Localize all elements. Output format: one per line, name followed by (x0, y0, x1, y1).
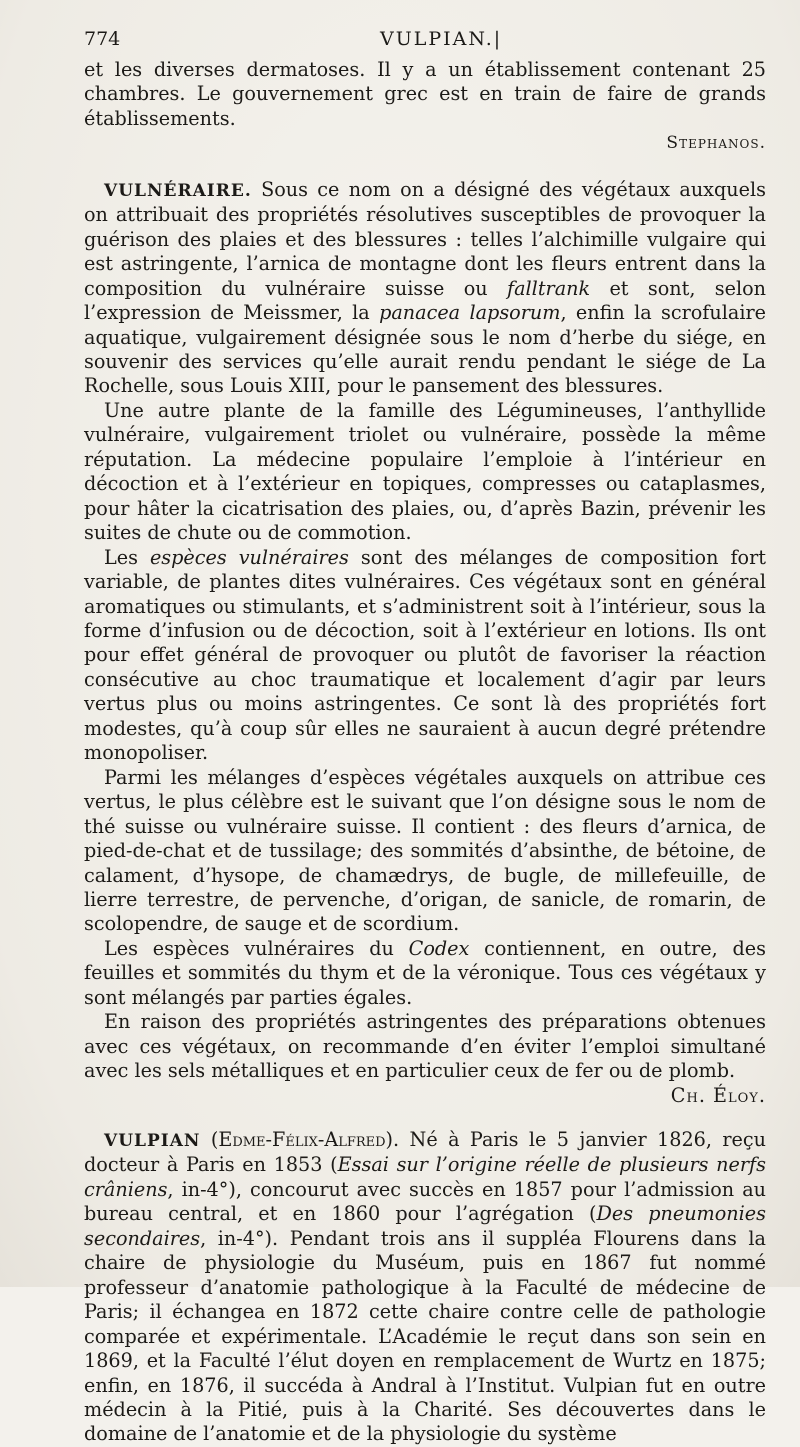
page-number: 774 (84, 28, 121, 50)
page-header (84, 28, 774, 58)
continuation-paragraph: et les diverses dermatoses. Il y a un établissement contenant 25 chambres. Le gouvernement grec est en train de faire de grands établissements. (84, 58, 766, 130)
signature-eloy: Ch. Éloy. (670, 1083, 766, 1107)
signature-stephanos: Stephanos. (666, 133, 766, 154)
vulneraire-paragraph-4: Parmi les mélanges d’espèces végétales auxquels on attribue ces vertus, le plus célèbre est le suivant que l’on désigne sous le nom de thé suisse ou vulnéraire suisse. Il contient : des fleurs d’arnica, de pied-de-chat et de tussilage; des sommités d’absinthe, de bétoine, de calament, d’hysope, de chamædrys, de bugle, de millefeuille, de lierre terrestre, de pervenche, d’origan, de sanicle, de romarin, de scolopendre, de sauge et de scordium. (84, 765, 766, 936)
vulpian-paragraph: VULPIAN (Edme-Félix-Alfred). Né à Paris le 5 janvier 1826, reçu docteur à Paris en 1853 (Essai sur l’origine réelle de plusieurs nerfs crâniens, in-4°), concourut avec succès en 1857 pour l’admission au bureau central, et en 1860 pour l’agrégation (Des pneumonies secondaires, in-4°). Pendant trois ans il suppléa Flourens dans la chaire de physiologie du Muséum, puis en 1867 fut nommé professeur d’anatomie pathologique à la Faculté de médecine de Paris; il échangea en 1872 cette chaire contre celle de pathologie comparée et expérimentale. L’Académie le reçut dans son sein en 1869, et la Faculté l’élut doyen en remplacement de Wurtz en 1875; enfin, en 1876, il succéda à Andral à l’Institut. Vulpian fut en outre médecin à la Pitié, puis à la Charité. Ses découvertes dans le domaine de l’anatomie et de la physiologie du système (84, 1128, 766, 1446)
vulneraire-paragraph-6: En raison des propriétés astringentes des préparations obtenues avec ces végétaux, on recommande d’en éviter l’emploi simultané avec les sels métalliques et en particulier ceux de fer ou de plomb. Ch. Éloy. (84, 1010, 766, 1107)
vulneraire-paragraph-3: Les espèces vulnéraires sont des mélanges de composition fort variable, de plantes dites vulnéraires. Ces végétaux sont en général aromatiques ou stimulants, et s’administrent soit à l’intérieur, sous la forme d’infusion ou de décoction, soit à l’extérieur en lotions. Ils ont pour effet général de provoquer ou plutôt de favoriser la réaction consécutive au choc traumatique et localement d’agir par leurs vertus plus ou moins astringentes. Ce sont là des propriétés fort modestes, qu’à coup sûr elles ne sauraient à aucun degré prétendre monopoliser. (84, 545, 766, 765)
vulneraire-paragraph-1: VULNÉRAIRE. Sous ce nom on a désigné des végétaux auxquels on attribuait des propriétés résolutives susceptibles de provoquer la guérison des plaies et des blessures : telles l’alchimille vulgaire qui est astringente, l’arnica de montagne dont les fleurs entrent dans la composition du vulnéraire suisse ou falltrank et sont, selon l’expression de Meissmer, la panacea lapsorum, enfin la scrofulaire aquatique, vulgairement désignée sous le nom d’herbe du siége, en souvenir des services qu’elle aurait rendu pendant le siége de La Rochelle, sous Louis XIII, pour le pansement des blessures. (84, 177, 766, 398)
vulpian-given-names: (Edme-Félix-Alfred). (210, 1128, 400, 1152)
running-head: VULPIAN.| (380, 28, 503, 50)
entry-term-vulneraire: VULNÉRAIRE. (104, 180, 252, 201)
entry-term-vulpian: VULPIAN (104, 1131, 201, 1152)
vulneraire-paragraph-5: Les espèces vulnéraires du Codex contiennent, en outre, des feuilles et sommités du thym et de la véronique. Tous ces végétaux y sont mélangés par parties égales. (84, 936, 767, 1009)
vulneraire-paragraph-2: Une autre plante de la famille des Légumineuses, l’anthyllide vulnéraire, vulgairement triolet ou vulnéraire, possède la même réputation. La médecine populaire l’emploie à l’intérieur en décoction et à l’extérieur en topiques, compresses ou cataplasmes, pour hâter la cicatrisation des plaies, ou, d’après Bazin, prévenir les suites de chute ou de commotion. (84, 398, 766, 545)
page-body (84, 58, 766, 1447)
